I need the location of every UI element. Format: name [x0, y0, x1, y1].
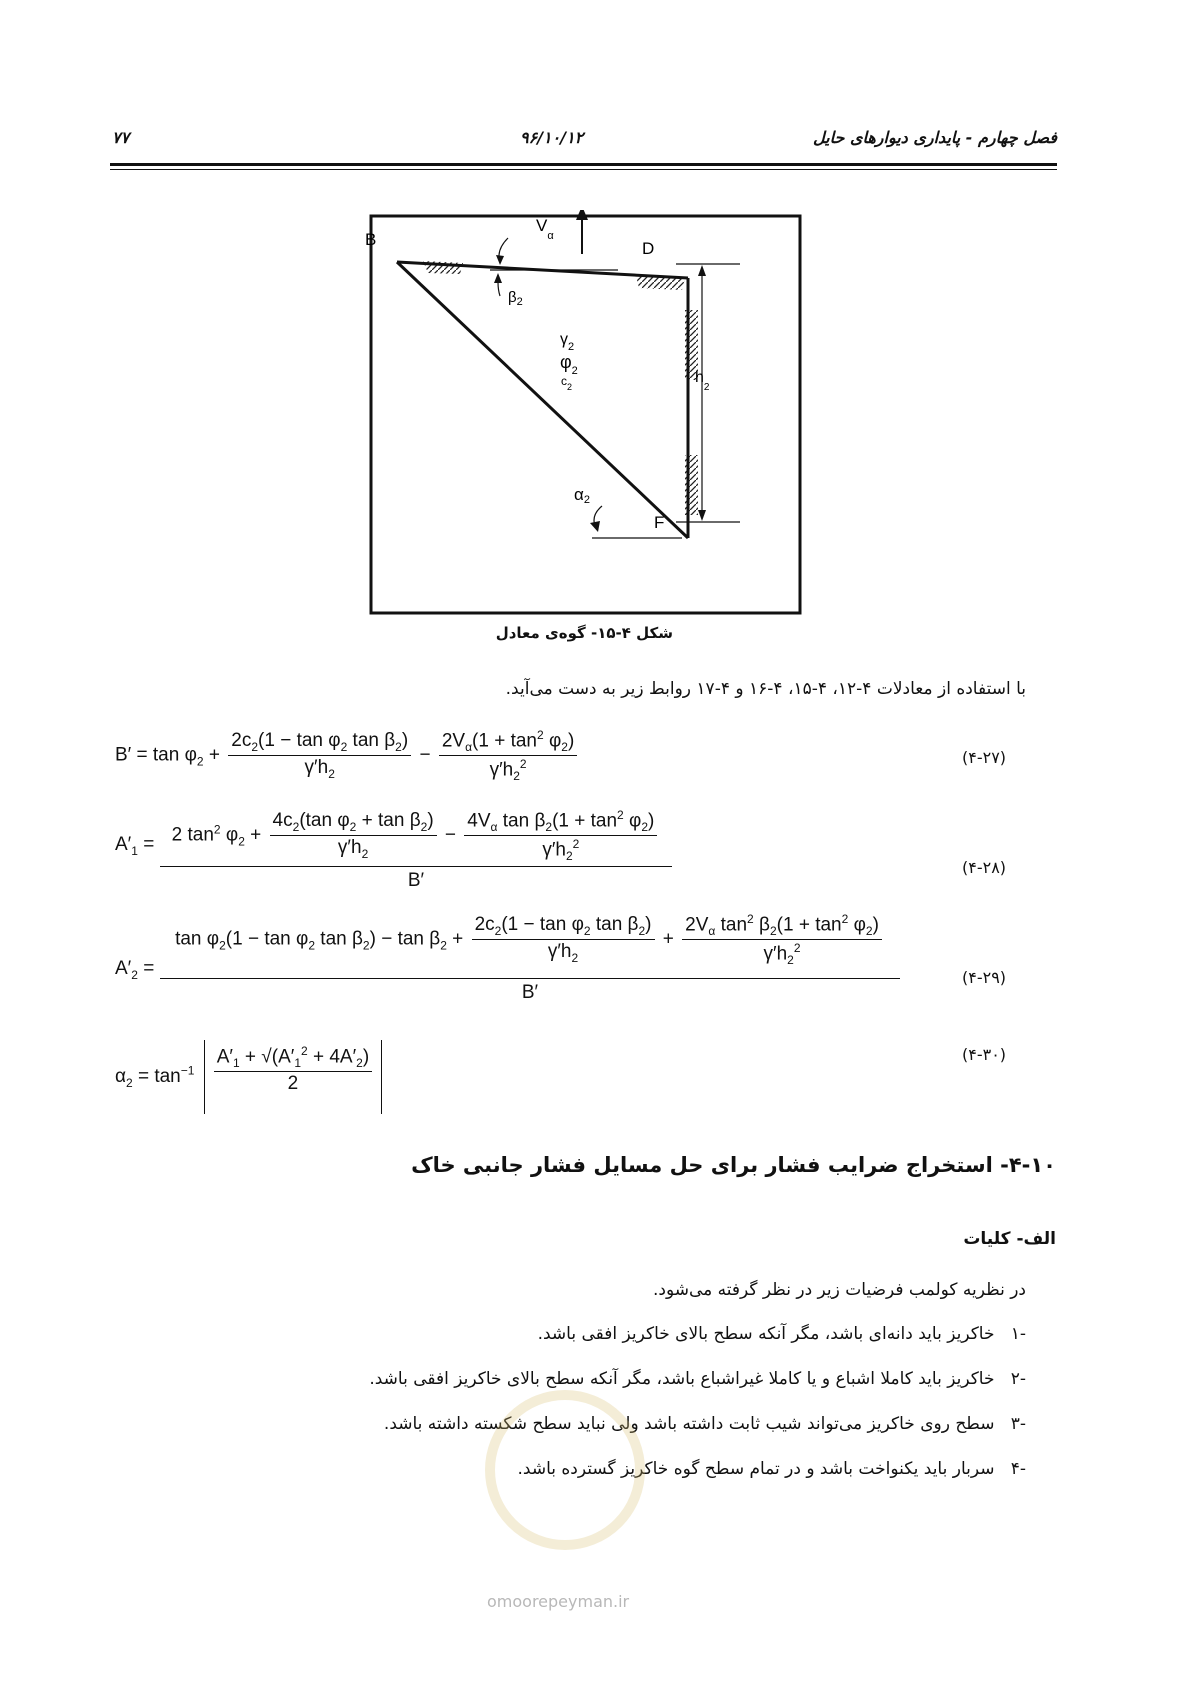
list-item-text: خاکریز باید کاملا اشباع و یا کاملا غیراشباع باشد، مگر آنکه سطح بالای خاکریز افقی باشد. [369, 1369, 995, 1389]
label-gamma: $\gamma_2$ [560, 331, 575, 353]
list-item [538, 1324, 1026, 1344]
figure-caption: شکل ۴-۱۵- گوه‌ی معادل [495, 624, 673, 642]
equation-29-numerator: $\tan \varphi_2(1 - \tan \varphi_2$ $\tan \beta_2) - \tan \beta_2$ + $\frac{2c_2(1 - \tan \varphi_2 \tan \beta_2)}{\gamma'h_2}$ + $\frac{2V_\alpha \tan^2 \beta_2(1 + \tan^2 \varphi_2)}{\gamma'h_2^2}$ [160, 912, 900, 967]
label-f: F [654, 513, 665, 532]
label-v: $V_\alpha$ [536, 216, 554, 242]
list-item [369, 1369, 1026, 1389]
figure-frame [371, 216, 800, 613]
equation-28-lhs: $A'_1$ = [115, 834, 155, 858]
wedge-figure [360, 210, 810, 620]
label-h: $h_2$ [695, 369, 710, 393]
equation-29-lhs: $A'_2$ = [115, 958, 155, 982]
label-beta: $\beta_2$ [508, 289, 523, 308]
failure-plane [397, 262, 688, 538]
list-item [384, 1414, 1026, 1434]
section-intro: در نظریه کولمب فرضیات زیر در نظر گرفته می‌شود. [652, 1280, 1026, 1300]
header-date: ۹۶/۱۰/۱۲ [520, 128, 584, 147]
beta-arrowhead [496, 255, 504, 265]
equation-27-number: (۴-۲۷) [962, 748, 1007, 767]
intro-paragraph: با استفاده از معادلات ۴-۱۲، ۴-۱۵، ۴-۱۶ و ۴-۱۷ روابط زیر به دست می‌آید. [505, 679, 1026, 699]
watermark-seal [485, 1390, 645, 1550]
section-heading: ۴-۱۰- استخراج ضرایب فشار برای حل مسایل فشار جانبی خاک [411, 1153, 1056, 1177]
list-item-number: -۲ [1010, 1369, 1026, 1389]
watermark-url: omoorepeyman.ir [487, 1592, 630, 1611]
equation-27: $B' = \tan \varphi_2$ + $\frac{2c_2(1 - \tan \varphi_2 \tan \beta_2)}{\gamma'h_2}$ − $\frac{2V_\alpha(1 + \tan^2 \varphi_2)}{\gamma'h_2^2}$ [115, 728, 580, 783]
list-item-number: -۴ [1010, 1459, 1026, 1479]
equation-28-number: (۴-۲۸) [962, 858, 1007, 877]
page-number: ۷۷ [112, 128, 130, 147]
equation-28-numerator: 2 $\tan^2 \varphi_2$ + $\frac{4c_2(\tan \varphi_2 + \tan \beta_2)}{\gamma'h_2}$ − $\frac{4V_\alpha \tan \beta_2(1 + \tan^2 \varphi_2)}{\gamma'h_2^2}$ [160, 808, 672, 863]
list-item-text: سربار باید یکنواخت باشد و در تمام سطح گوه خاکریز گسترده باشد. [517, 1459, 995, 1479]
section-subheading: الف- کلیات [963, 1229, 1056, 1249]
chapter-title: فصل چهارم - پایداری دیوارهای حایل [813, 128, 1057, 147]
equation-28-denominator: B′ [407, 870, 425, 891]
beta-arc2 [498, 282, 500, 296]
beta-arrowhead2 [494, 273, 502, 283]
header-rule-thick [110, 163, 1057, 166]
label-d: D [642, 239, 655, 258]
h-arrowhead-bottom [698, 510, 706, 521]
equation-30: $\alpha_2 = \tan^{-1}$ $\frac{A'_1 + √(A'_1^2 + 4A'_2)}{2}$ [115, 1040, 382, 1114]
list-item-text: سطح روی خاکریز می‌تواند شیب ثابت داشته باشد ولی نباید سطح شکسته داشته باشد. [383, 1414, 995, 1434]
equation-30-number: (۴-۳۰) [962, 1045, 1007, 1064]
h-arrowhead-top [698, 265, 706, 276]
header-rule-thin [110, 169, 1057, 170]
label-phi: $\varphi_2$ [560, 352, 578, 377]
label-c: $c_2$ [561, 374, 573, 392]
equation-29-denominator: B′ [521, 982, 539, 1003]
equation-29-bar [160, 978, 900, 979]
list-item-number: -۱ [1010, 1324, 1026, 1344]
alpha-arrowhead [590, 521, 600, 532]
equation-28-bar [160, 866, 672, 867]
list-item-number: -۳ [1010, 1414, 1026, 1434]
label-b: B [365, 230, 377, 249]
list-item-text: خاکریز باید دانه‌ای باشد، مگر آنکه سطح بالای خاکریز افقی باشد. [537, 1324, 995, 1344]
label-alpha: α2 [574, 485, 590, 506]
equation-29-number: (۴-۲۹) [962, 968, 1007, 987]
